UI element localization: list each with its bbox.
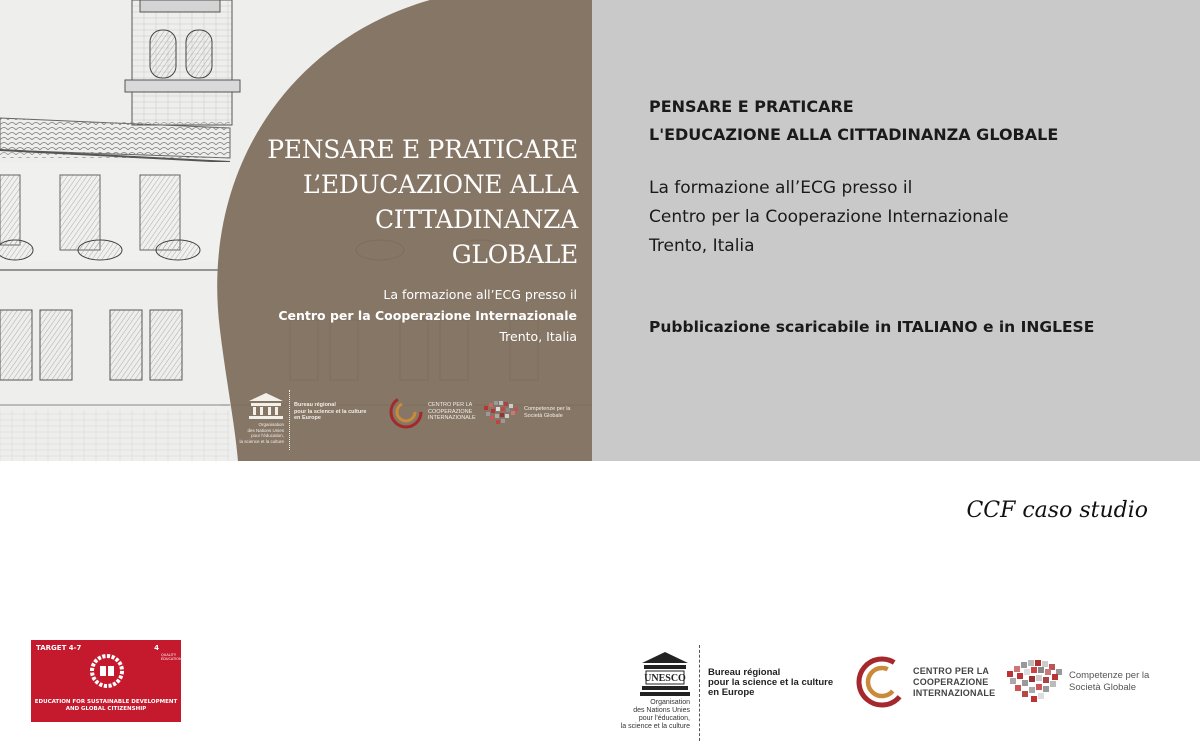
cover-cci-line: CENTRO PER LA (428, 402, 473, 408)
publication-description-line: Centro per la Cooperazione Internazionale (649, 207, 1009, 227)
sdg-target-label: TARGET 4-7 (36, 644, 82, 652)
cci-line: INTERNAZIONALE (913, 688, 996, 698)
cover-competenze-text (524, 406, 570, 419)
cci-line: CENTRO PER LA (913, 666, 990, 676)
cover-unesco-org-line: Organisation (258, 422, 284, 427)
cover-unesco-bureau-line: pour la science et la culture (294, 408, 367, 415)
cover-unesco-org-line: des Nations Unies (247, 427, 284, 433)
cover-unesco-divider (289, 390, 290, 450)
sdg-caption (31, 699, 181, 713)
sdg-goal-short: QUALITY EDUCATION (161, 653, 182, 661)
cover-title-line: PENSARE E PRATICARE (267, 135, 578, 164)
cover-title-line: CITTADINANZA GLOBALE (374, 205, 578, 269)
unesco-bureau-line: pour la science et la culture (708, 677, 834, 688)
cover-title-line: L’EDUCAZIONE ALLA (302, 170, 578, 199)
case-study-label: CCF caso studio (966, 498, 1148, 523)
cover-cci-line: COOPERAZIONE (428, 408, 473, 415)
cover-comp-line: Competenze per la (524, 406, 571, 412)
publication-title-line: PENSARE E PRATICARE (649, 97, 854, 116)
competenze-line: Società Globale (1069, 682, 1137, 693)
cover-subtitle-line: Centro per la Cooperazione Internazionale (278, 308, 577, 323)
unesco-bureau-name (708, 668, 858, 698)
sdg-caption-line: AND GLOBAL CITIZENSHIP (65, 706, 147, 712)
info-panel (592, 0, 1200, 461)
unesco-bureau-line: Bureau régional (708, 667, 781, 678)
cover-unesco-org (238, 422, 284, 444)
unesco-temple-icon (248, 392, 284, 422)
cover-unesco-org-line: la science et la culture (239, 438, 284, 444)
sdg-wheel-book-icon (89, 653, 125, 689)
publication-title (649, 93, 1058, 149)
publication-title-line: L'EDUCAZIONE ALLA CITTADINANZA GLOBALE (649, 125, 1059, 144)
unesco-org-line: Organisation (650, 699, 690, 706)
unesco-logo (618, 643, 858, 743)
cover-subtitle-line: La formazione all’ECG presso il (383, 287, 577, 302)
cover-comp-line: Società Globale (524, 412, 563, 419)
cover-logo-strip (240, 388, 592, 452)
cci-logo (855, 655, 1000, 707)
cover-image (0, 0, 592, 461)
cover-unesco-bureau-line: en Europe (294, 415, 321, 421)
cover-unesco-bureau (294, 402, 394, 422)
unesco-word: UNESCO (644, 673, 686, 684)
download-note: Pubblicazione scaricabile in ITALIANO e in INGLESE (649, 318, 1095, 336)
cover-subtitle-line: Trento, Italia (499, 329, 577, 344)
cci-line: COOPERAZIONE (913, 677, 989, 687)
cover-subtitle (247, 284, 577, 347)
cci-ring-icon (388, 394, 424, 430)
publication-description (649, 174, 1009, 261)
unesco-bureau-line: en Europe (708, 687, 755, 698)
cover-title (248, 132, 578, 272)
unesco-org-line: des Nations Unies (633, 707, 690, 714)
competenze-logo (1005, 657, 1165, 707)
sdg-caption-line: EDUCATION FOR SUSTAINABLE DEVELOPMENT (34, 699, 178, 705)
unesco-org-name (618, 699, 690, 731)
competenze-line: Competenze per la (1069, 670, 1150, 681)
competenze-mosaic-icon (482, 400, 520, 426)
publication-description-line: Trento, Italia (649, 236, 755, 256)
publication-description-line: La formazione all’ECG presso il (649, 178, 913, 198)
competenze-name (1069, 670, 1149, 694)
cci-name (913, 666, 995, 699)
unesco-org-line: pour l'éducation, (638, 715, 690, 722)
cover-unesco-bureau-line: Bureau régional (294, 402, 336, 408)
sdg-goal-number: 4 (154, 644, 159, 652)
cover-unesco-org-line: pour l'éducation, (251, 433, 284, 438)
unesco-org-line: la science et la culture (620, 723, 690, 730)
cover-cci-line: INTERNAZIONALE (428, 415, 476, 421)
unesco-divider (699, 645, 700, 741)
sdg-target-badge (31, 640, 181, 722)
competenze-mosaic-icon (1005, 659, 1067, 705)
cci-ring-icon (855, 655, 909, 709)
unesco-temple-icon (640, 651, 690, 697)
cover-cci-text (428, 402, 476, 422)
